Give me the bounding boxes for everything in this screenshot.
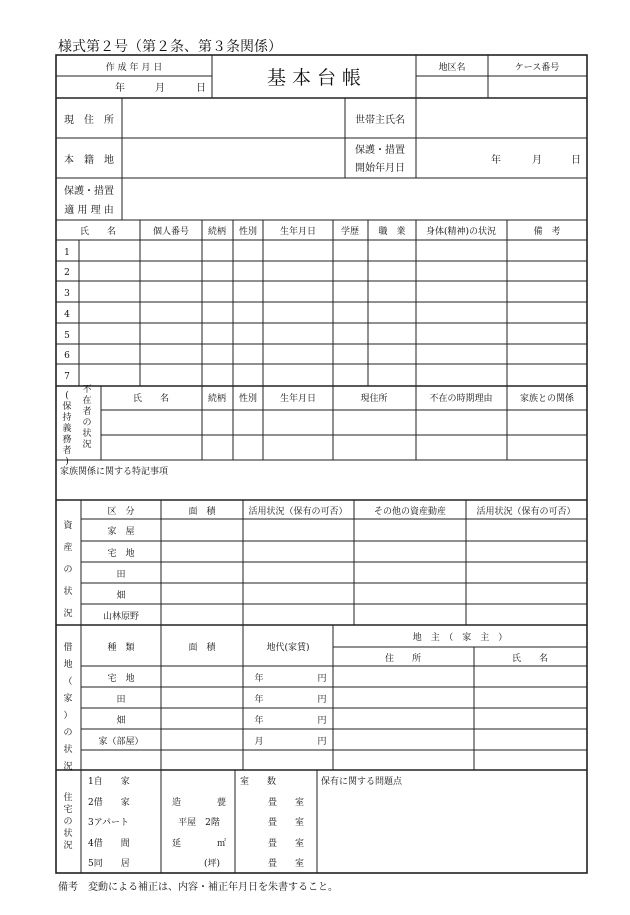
housing-type: 2借 家 [88,798,130,808]
rented-header-landlord-name: 氏 名 [511,654,549,664]
start-month-unit: 月 [532,155,542,166]
start-day-unit: 日 [571,155,581,166]
member-header-name: 氏 名 [79,227,117,237]
member-header-birthdate: 生年月日 [279,227,317,237]
rooms-unit: 畳 室 [267,839,305,849]
housing-type: 1自 家 [88,777,130,787]
housing-structure: 造 甍 [171,798,227,808]
assets-header-usage: 活用状況（保有の可否） [248,507,348,517]
rented-row-paddy: 田 [116,695,126,705]
assets-header-category: 区 分 [107,507,135,517]
rooms-unit: 畳 室 [267,798,305,808]
rooms-unit: 畳 室 [267,859,305,869]
member-row-number: 4 [64,310,70,320]
rent-unit: 年 [254,716,264,726]
rooms-label: 室 数 [239,777,277,787]
housing-type: 5同 居 [88,859,130,869]
protection-reason-label-2: 適 用 理 由 [64,205,114,216]
member-row-number: 2 [64,268,70,278]
absent-header-sex: 性別 [238,394,258,404]
created-date-label: 作 成 年 月 日 [105,63,163,73]
absent-header-birthdate: 生年月日 [279,394,317,404]
absent-header-reason: 不在の時期理由 [429,394,493,404]
member-header-health: 身体(精神)の状況 [425,227,497,237]
housing-side-label: 住宅の状況 [63,793,73,851]
member-header-sex: 性別 [238,227,258,237]
assets-header-other: その他の資産動産 [373,507,447,517]
rent-unit: 年 [254,674,264,684]
created-year-unit: 年 [115,83,125,94]
housing-type: 3アパート [88,818,130,828]
rented-header-type: 種 類 [107,643,135,653]
absent-header-address: 現住所 [360,394,388,404]
rented-row-field: 畑 [116,716,126,726]
member-row-number: 6 [64,351,70,361]
yen-unit: 円 [317,674,327,684]
form-title: 様式第２号（第２条、第３条関係） [58,39,282,55]
member-row-number: 1 [64,248,70,258]
housing-floor-area: 延 ㎡ [171,839,227,849]
rented-row-house-room: 家（部屋） [98,737,144,747]
yen-unit: 円 [317,716,327,726]
start-year-unit: 年 [491,155,501,166]
rented-header-area: 面 積 [188,643,216,653]
assets-row-paddy: 田 [116,570,126,580]
form-texts [60,61,581,869]
member-row-number: 5 [64,331,70,341]
created-month-unit: 月 [155,83,165,94]
rented-header-landlord-address: 住 所 [384,654,422,664]
main-title: 基 本 台 帳 [266,67,362,89]
assets-row-house: 家 屋 [107,527,135,537]
member-header-education: 学歴 [340,227,360,237]
current-address-label: 現 住 所 [64,115,114,126]
protection-start-label-1: 保護・措置 [355,145,405,156]
rented-header-landlord: 地 主 （ 家 主 ） [412,633,508,643]
absent-header-relation: 続柄 [207,394,227,404]
absent-side-label-inner: 不在者の状況 [82,385,92,450]
member-header-relation: 続柄 [207,227,227,237]
form-grid-lines [56,55,587,873]
housing-type: 4借 間 [88,839,130,849]
ownership-issues-label: 保有に関する問題点 [321,777,403,787]
assets-header-area: 面 積 [188,507,216,517]
case-number-label: ケース番号 [514,63,560,73]
protection-start-label-2: 開始年月日 [355,163,405,174]
rooms-unit: 畳 室 [267,818,305,828]
member-row-number: 3 [64,289,70,299]
housing-tsubo: (坪) [203,859,220,869]
absent-header-name: 氏 名 [132,394,170,404]
yen-unit: 円 [317,695,327,705]
protection-reason-label-1: 保護・措置 [64,186,114,197]
absent-header-family-relation: 家族との関係 [519,394,575,404]
footnote: 備考 変動による補正は、内容・補正年月日を朱書すること。 [58,882,338,893]
assets-row-residential-land: 宅 地 [107,549,135,559]
rented-header-rent: 地代(家賃) [266,643,310,653]
assets-side-label: 資産の状況 [63,521,73,619]
household-head-label: 世帯主氏名 [355,115,405,126]
assets-header-usage-2: 活用状況（保有の可否） [476,507,576,517]
rented-row-residential-land: 宅 地 [107,674,135,684]
rent-unit: 月 [254,737,264,747]
member-header-remarks: 備 考 [533,227,561,237]
housing-floors: 平屋 2階 [178,818,220,828]
member-header-occupation: 職 業 [378,227,406,237]
assets-row-forest: 山林原野 [102,612,140,622]
registered-domicile-label: 本 籍 地 [64,155,114,166]
member-header-id: 個人番号 [152,227,190,237]
rented-side-label: 借地（家）の状況 [63,643,73,772]
created-day-unit: 日 [196,83,206,94]
member-row-number: 7 [64,372,70,382]
family-notes-label: 家族関係に関する特記事項 [60,467,169,477]
absent-side-label-outer: (保持義務者) [62,391,72,467]
yen-unit: 円 [317,737,327,747]
assets-row-field: 畑 [116,591,126,601]
district-label: 地区名 [438,63,466,73]
rent-unit: 年 [254,695,264,705]
